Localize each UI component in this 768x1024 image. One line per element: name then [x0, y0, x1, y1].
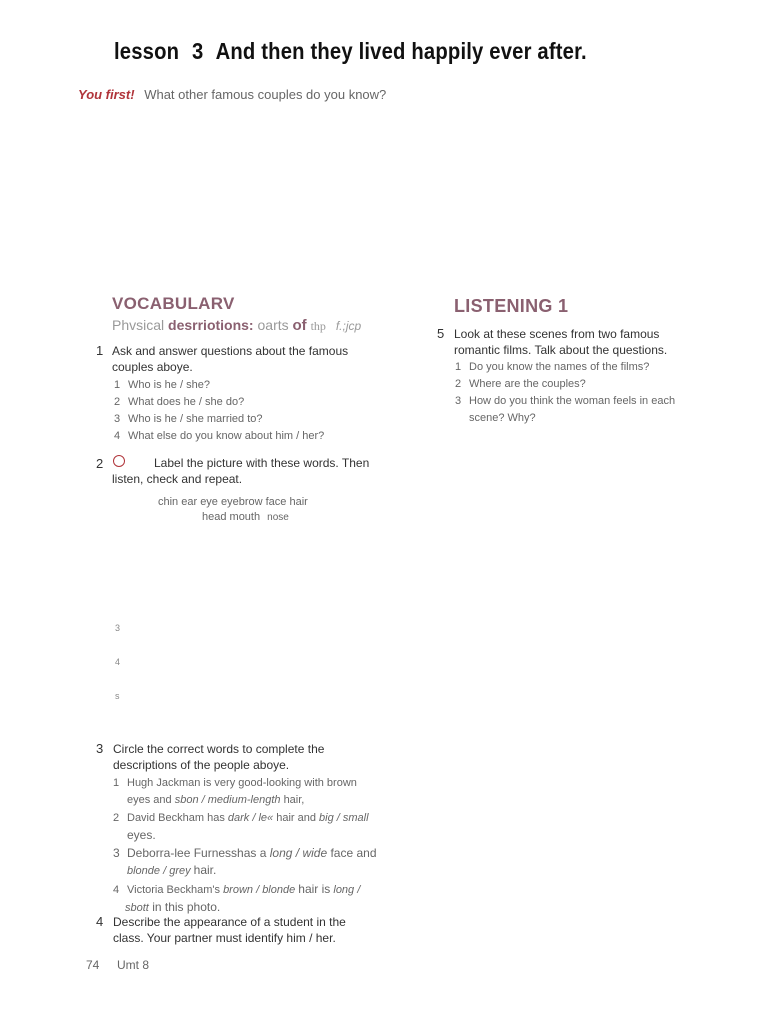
list-item: 1 Who is he / she? [114, 379, 210, 391]
ex1-list [114, 377, 324, 445]
list-item: 2 Where are the couples? [455, 378, 586, 390]
word-box-line2 [202, 509, 289, 526]
vocabulary-subheading [112, 317, 361, 334]
ex5-list [455, 359, 675, 427]
lesson-title-text: And then they lived happily ever after. [215, 38, 587, 64]
lesson-prefix: lesson [114, 38, 180, 64]
ex3-text: Circle the correct words to complete the descriptions of the people aboye. [113, 742, 325, 772]
ex3-list [113, 775, 398, 917]
list-item-cont: sbott in this photo. [125, 900, 221, 914]
sub-end: f.;jcp [335, 319, 362, 333]
list-item-cont: eyes. [127, 828, 156, 842]
ex2-number: 2 [96, 456, 104, 471]
word-box-head-mouth: head mouth [202, 511, 261, 523]
picture-label-5: s [115, 691, 120, 701]
ex5-number: 5 [437, 326, 445, 341]
lesson-number: 3 [192, 38, 204, 64]
ex4-number: 4 [96, 914, 104, 929]
sub-bold: desrriotions: [168, 317, 254, 333]
picture-label-3: 3 [115, 623, 121, 633]
word-box-nose: nose [267, 512, 289, 523]
unit-label: Umt 8 [117, 958, 150, 972]
list-item-cont: blonde / grey hair. [127, 863, 217, 877]
ex1-text: Ask and answer questions about the famous couples aboye. [112, 344, 349, 374]
ex4-text: Describe the appearance of a student in the class. Your partner must identify him / her. [113, 915, 346, 945]
you-first [78, 87, 386, 102]
ex1-number: 1 [96, 343, 104, 358]
sub-thp: thp [310, 319, 326, 333]
picture-label-4: 4 [115, 657, 121, 667]
lesson-title [114, 38, 594, 65]
list-item: 2 What does he / she do? [114, 396, 245, 408]
ex2-text: Label the picture with these words. Then listen, check and repeat. [112, 456, 370, 486]
sub-pre: Phvsical [112, 317, 165, 333]
sub-of: of [292, 317, 307, 334]
list-item: 4 Victoria Beckham's brown / blonde hair is long / [113, 882, 361, 896]
list-item: 1 Do you know the names of the films? [455, 361, 650, 373]
list-item: 3 How do you think the woman feels in each [455, 395, 676, 407]
you-first-label: You first! [78, 87, 135, 102]
list-item-cont: scene? Why? [469, 412, 536, 424]
list-item: 1 Hugh Jackman is very good-looking with brown [113, 777, 357, 789]
listening-heading: LISTENING 1 [454, 296, 569, 316]
sub-mid: oarts [257, 317, 289, 333]
page-number: 74 [86, 958, 100, 972]
ex5-text: Look at these scenes from two famous romantic films. Talk about the questions. [454, 327, 668, 357]
word-box-line1: chin ear eye eyebrow face hair [158, 496, 308, 508]
list-item: 4 What else do you know about him / her? [114, 430, 325, 442]
list-item: 3 Deborra-lee Furnesshas a long / wide face and [113, 846, 377, 860]
list-item: 3 Who is he / she married to? [114, 413, 263, 425]
list-item: 2 David Beckham has dark / le« hair and big / small [113, 812, 369, 824]
vocabulary-heading: VOCABULARV [112, 294, 235, 313]
ex3-number: 3 [96, 741, 104, 756]
list-item-cont: eyes and sbon / medium-length hair, [127, 794, 305, 806]
you-first-question: What other famous couples do you know? [144, 87, 387, 102]
